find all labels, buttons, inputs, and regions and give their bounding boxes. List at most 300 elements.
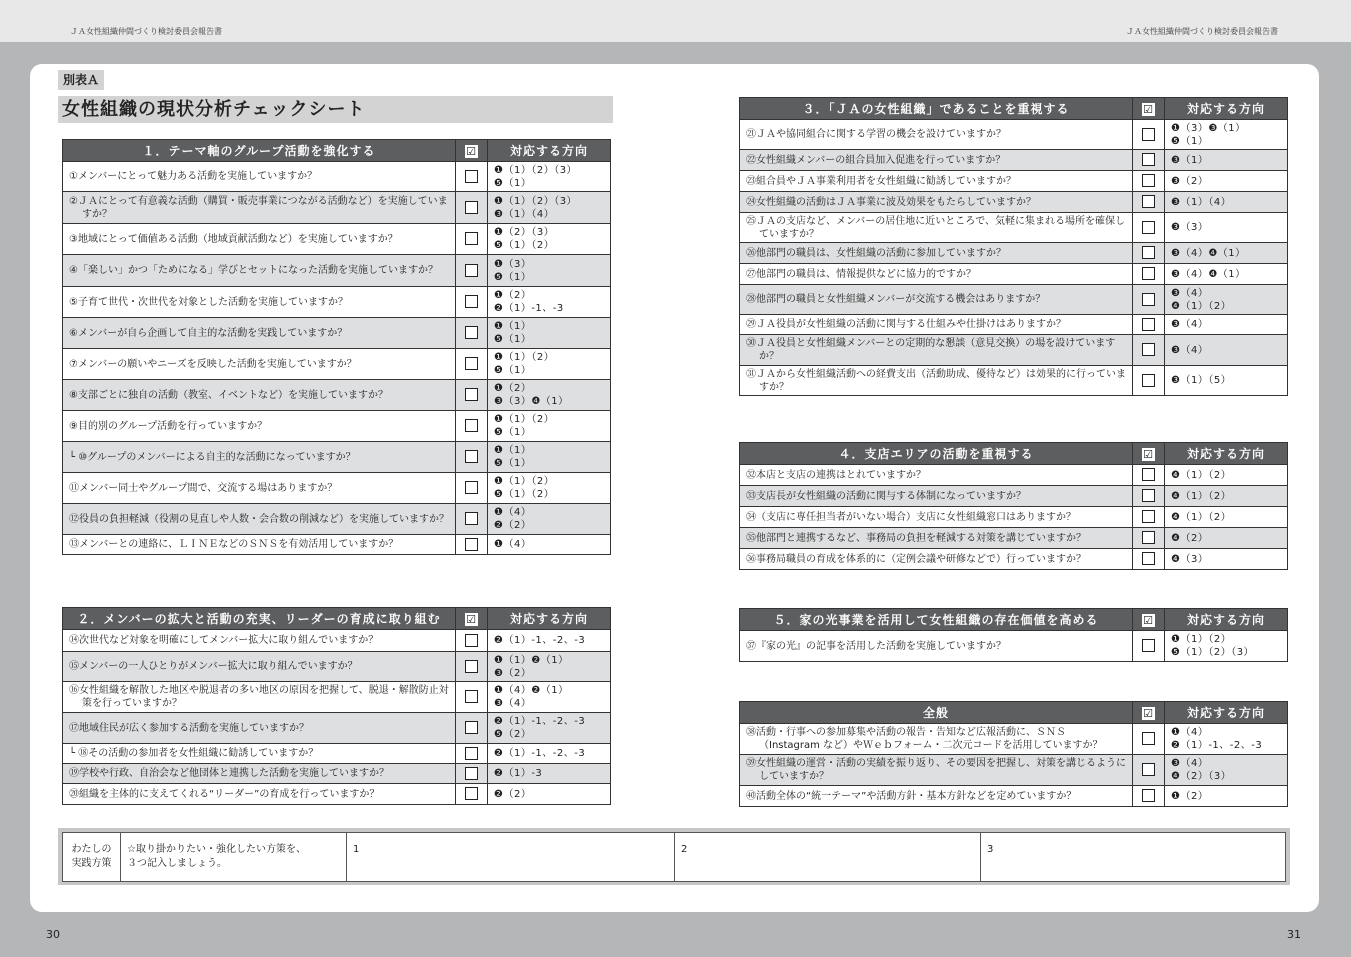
appendix-badge: 別表Ａ	[58, 70, 104, 90]
practice-slot-number: 2	[681, 844, 688, 855]
question-cell	[740, 486, 1133, 507]
direction-cell	[488, 192, 611, 224]
question-text: ⑨目的別のグループ活動を行っていますか？	[69, 420, 268, 432]
direction-line: ❸（3）	[1171, 222, 1209, 233]
check-cell	[1133, 631, 1165, 662]
direction-cell	[488, 380, 611, 411]
check-cell	[1133, 786, 1165, 807]
direction-column-header: 対応する方向	[488, 608, 611, 630]
direction-cell	[488, 764, 611, 784]
direction-line: ❹（2）（3）	[1171, 771, 1232, 782]
checklist-row	[740, 724, 1288, 755]
checklist-row	[63, 287, 611, 318]
section-title: ４．支店エリアの活動を重視する	[740, 443, 1133, 465]
question-cell	[63, 318, 456, 349]
checklist-row	[740, 120, 1288, 150]
direction-line: ❺（1）	[494, 177, 532, 189]
checkbox[interactable]	[465, 690, 478, 703]
direction-line: ❸（1）（4）	[1171, 196, 1232, 208]
check-cell	[1133, 213, 1165, 243]
checklist-section-3	[739, 97, 1288, 396]
direction-column-header: 対応する方向	[488, 140, 611, 162]
direction-cell	[1165, 786, 1288, 807]
section-title: ３．「ＪＡの女性組織」であることを重視する	[740, 98, 1133, 120]
direction-line: ❺（1）（2）	[494, 240, 555, 251]
direction-cell	[488, 682, 611, 713]
direction-line: ❷（1）-1、-2、-3	[494, 716, 586, 727]
check-cell	[456, 349, 488, 380]
direction-cell	[1165, 120, 1288, 150]
question-cell	[63, 224, 456, 255]
direction-line: ❶（4）	[494, 507, 532, 518]
question-text: ⑯女性組織を解散した地区や脱退者の多い地区の原因を把握して、脱退・解散防止対策を行っていますか？	[69, 685, 449, 709]
question-cell	[740, 366, 1133, 396]
direction-column-header: 対応する方向	[1165, 443, 1288, 465]
question-text: ㉜本店と支店の連携はとれていますか？	[746, 469, 926, 481]
checklist-row	[63, 349, 611, 380]
practice-label: わたしの 実践方策	[63, 833, 121, 882]
direction-line: ❸（2）	[1171, 175, 1209, 187]
direction-cell	[1165, 528, 1288, 549]
question-text: ㉚ＪＡ役員と女性組織メンバーとの定期的な懇談（意見交換）の場を設けていますか？	[746, 338, 1116, 362]
question-cell	[740, 631, 1133, 662]
check-cell	[456, 713, 488, 744]
check-column-header	[1133, 98, 1165, 120]
question-text: ㉘他部門の職員と女性組織メンバーが交流する機会はありますか？	[746, 294, 1046, 305]
question-cell	[63, 630, 456, 652]
checkbox-checked-icon: ☑	[1143, 706, 1154, 720]
checklist-row	[63, 224, 611, 255]
question-cell	[740, 243, 1133, 264]
practice-slot-1[interactable]	[347, 833, 675, 882]
checkbox-checked-icon: ☑	[1143, 613, 1154, 627]
checklist-row	[63, 318, 611, 349]
check-cell	[456, 162, 488, 192]
question-text: ⑳組織を主体的に支えてくれる“リーダー”の育成を行っていますか？	[69, 788, 380, 800]
direction-cell	[488, 652, 611, 682]
check-cell	[1133, 335, 1165, 366]
question-text: ㉑ＪＡや協同組合に関する学習の機会を設けていますか？	[746, 129, 1006, 140]
direction-line: ❺（1）	[494, 427, 532, 438]
check-cell	[1133, 243, 1165, 264]
check-cell	[456, 630, 488, 652]
direction-cell	[1165, 150, 1288, 171]
direction-cell	[1165, 171, 1288, 192]
direction-line: ❺（1）	[494, 365, 532, 376]
question-text: └ ⑱その活動の参加者を女性組織に勧誘していますか？	[69, 748, 319, 759]
direction-line: ❶（4）	[494, 539, 532, 550]
checklist-row	[63, 764, 611, 784]
direction-line: ❶（1）（2）	[494, 476, 555, 487]
question-cell	[63, 380, 456, 411]
checklist-row	[740, 786, 1288, 807]
checkbox[interactable]	[465, 450, 478, 463]
direction-line: ❹（1）（2）	[1171, 469, 1232, 481]
checkbox-checked-icon: ☑	[466, 612, 477, 626]
section-title: 全般	[740, 702, 1133, 724]
checkbox[interactable]	[465, 660, 478, 673]
question-text: ⑰地域住民が広く参加する活動を実施していますか？	[69, 722, 309, 734]
question-text: ㉛ＪＡから女性組織活動への経費支出（活動助成、優待など）は効果的に行っていますか？	[746, 368, 1126, 393]
check-cell	[456, 744, 488, 764]
direction-cell	[1165, 315, 1288, 335]
checklist-row	[740, 755, 1288, 786]
direction-cell	[1165, 631, 1288, 662]
direction-cell	[488, 535, 611, 555]
checkbox[interactable]	[465, 326, 478, 339]
direction-line: ❹（1）（2）	[1171, 300, 1232, 312]
check-cell	[456, 380, 488, 411]
question-text: ㊲『家の光』の記事を活用した活動を実施していますか？	[746, 640, 1006, 652]
question-cell	[740, 507, 1133, 528]
checklist-row	[740, 264, 1288, 285]
question-cell	[740, 786, 1133, 807]
question-text: ⑮メンバーの一人ひとりがメンバー拡大に取り組んでいますか？	[69, 661, 358, 672]
checkbox[interactable]	[1142, 789, 1155, 802]
checklist-section-6	[739, 701, 1288, 807]
direction-line: ❺（1）（2）	[494, 489, 555, 500]
direction-cell	[488, 162, 611, 192]
check-cell	[1133, 315, 1165, 335]
checkbox[interactable]	[465, 721, 478, 734]
checklist-row	[63, 255, 611, 287]
checkbox[interactable]	[1142, 128, 1155, 141]
direction-line: ❺（1）	[1171, 135, 1209, 147]
question-cell	[63, 744, 456, 764]
check-cell	[1133, 724, 1165, 755]
question-cell	[740, 285, 1133, 315]
question-text: ⑦メンバーの願いやニーズを反映した活動を実施していますか？	[69, 358, 357, 370]
practice-instruction: ☆取り掛かりたい・強化したい方策を、 ３つ記入しましょう。	[121, 833, 347, 882]
question-cell	[63, 287, 456, 318]
question-text: ㉟他部門と連携するなど、事務局の負担を軽減する対策を講じていますか？	[746, 532, 1086, 544]
direction-cell	[1165, 264, 1288, 285]
direction-cell	[1165, 335, 1288, 366]
question-cell	[740, 213, 1133, 243]
checkbox[interactable]	[465, 419, 478, 432]
checklist-row	[740, 243, 1288, 264]
check-cell	[1133, 755, 1165, 786]
question-cell	[63, 504, 456, 535]
checklist-row	[740, 486, 1288, 507]
checkbox[interactable]	[465, 787, 478, 800]
practice-slot-3[interactable]	[981, 833, 1286, 882]
page-number-left: 30	[46, 928, 60, 941]
question-cell	[740, 315, 1133, 335]
question-cell	[63, 764, 456, 784]
check-column-header	[456, 608, 488, 630]
checklist-row	[740, 213, 1288, 243]
checklist-row	[63, 784, 611, 805]
checklist-section-2	[62, 607, 611, 805]
direction-line: ❹（3）	[1171, 553, 1209, 565]
question-cell	[63, 411, 456, 442]
direction-line: ❶（1）（2）	[1171, 634, 1232, 645]
check-cell	[456, 682, 488, 713]
checkbox[interactable]	[465, 767, 478, 780]
direction-line: ❶（2）	[1171, 790, 1209, 802]
direction-line: ❶（1）（2）	[494, 352, 555, 363]
checkbox[interactable]	[465, 512, 478, 525]
question-text: ㉝支店長が女性組織の活動に関与する体制になっていますか？	[746, 490, 1026, 502]
checklist-row	[740, 528, 1288, 549]
question-text: ㉔女性組織の活動はＪＡ事業に波及効果をもたらしていますか？	[746, 196, 1036, 208]
direction-line: ❸（1）（4）	[494, 208, 555, 220]
checkbox[interactable]	[1142, 153, 1155, 166]
checkbox[interactable]	[465, 357, 478, 370]
question-text: ⑫役員の負担軽減（役割の見直しや人数・会合数の削減など）を実施していますか？	[69, 513, 449, 525]
checkbox-checked-icon: ☑	[466, 144, 477, 158]
direction-cell	[488, 255, 611, 287]
direction-line: ❶（1）（2）（3）	[494, 195, 578, 207]
checkbox[interactable]	[1142, 343, 1155, 356]
question-cell	[740, 120, 1133, 150]
question-cell	[63, 652, 456, 682]
direction-column-header: 対応する方向	[1165, 609, 1288, 631]
direction-line: ❶（2）	[494, 290, 532, 301]
direction-line: ❷（1）-1、-3	[494, 303, 564, 314]
check-cell	[1133, 507, 1165, 528]
checklist-row	[740, 315, 1288, 335]
direction-cell	[488, 630, 611, 652]
direction-cell	[488, 442, 611, 473]
checkbox[interactable]	[1142, 639, 1155, 652]
direction-cell	[1165, 366, 1288, 396]
question-cell	[740, 192, 1133, 213]
checklist-row	[63, 535, 611, 555]
checkbox[interactable]	[1142, 552, 1155, 565]
checkbox[interactable]	[465, 264, 478, 277]
question-cell	[63, 255, 456, 287]
direction-cell	[1165, 755, 1288, 786]
direction-column-header: 対応する方向	[1165, 702, 1288, 724]
question-cell	[63, 442, 456, 473]
checklist-row	[740, 171, 1288, 192]
direction-line: ❸（4）	[1171, 287, 1209, 299]
checkbox[interactable]	[465, 170, 478, 183]
check-cell	[456, 224, 488, 255]
checkbox[interactable]	[465, 388, 478, 401]
question-text: ㊱事務局職員の育成を体系的に（定例会議や研修などで）行っていますか？	[746, 553, 1086, 565]
checkbox[interactable]	[465, 295, 478, 308]
question-cell	[740, 724, 1133, 755]
direction-line: ❶（4）	[1171, 727, 1209, 738]
question-cell	[740, 549, 1133, 570]
direction-line: ❸（4）❹（1）	[1171, 247, 1246, 259]
running-header	[0, 0, 1351, 42]
checklist-row	[740, 335, 1288, 366]
practice-slot-number: 3	[987, 844, 994, 855]
direction-line: ❸（1）（5）	[1171, 375, 1232, 386]
direction-line: ❺（1）	[494, 458, 532, 469]
direction-cell	[1165, 486, 1288, 507]
checkbox[interactable]	[1142, 267, 1155, 280]
question-text: ㉒女性組織メンバーの組合員加入促進を行っていますか？	[746, 154, 1006, 166]
checkbox[interactable]	[1142, 531, 1155, 544]
checkbox[interactable]	[1142, 489, 1155, 502]
direction-line: ❺（1）（2）（3）	[1171, 647, 1255, 658]
question-text: ⑧支部ごとに独自の活動（教室、イベントなど）を実施していますか？	[69, 389, 388, 401]
check-cell	[1133, 192, 1165, 213]
direction-line: ❹（1）（2）	[1171, 490, 1232, 502]
direction-line: ❶（1）	[494, 321, 532, 332]
question-text: ⑪メンバー同士やグループ間で、交流する場はありますか？	[69, 482, 338, 494]
check-cell	[456, 764, 488, 784]
direction-cell	[1165, 549, 1288, 570]
direction-cell	[488, 224, 611, 255]
question-cell	[63, 784, 456, 805]
checkbox[interactable]	[1142, 221, 1155, 234]
checklist-row	[740, 507, 1288, 528]
checkbox[interactable]	[1142, 174, 1155, 187]
check-cell	[456, 535, 488, 555]
checklist-row	[63, 652, 611, 682]
check-cell	[1133, 366, 1165, 396]
question-text: ㊳活動・行事への参加募集や活動の報告・告知など広報活動に、ＳＮＳ（Instagram など）やＷｅｂフォーム・二次元コードを活用していますか？	[746, 727, 1103, 751]
direction-line: ❸（1）	[1171, 154, 1209, 166]
check-cell	[1133, 285, 1165, 315]
question-cell	[740, 171, 1133, 192]
check-cell	[456, 255, 488, 287]
checklist-row	[63, 442, 611, 473]
check-cell	[1133, 528, 1165, 549]
question-cell	[63, 713, 456, 744]
check-cell	[456, 442, 488, 473]
question-cell	[740, 528, 1133, 549]
direction-column-header: 対応する方向	[1165, 98, 1288, 120]
checklist-row	[740, 631, 1288, 662]
checkbox[interactable]	[1142, 763, 1155, 776]
checkbox[interactable]	[1142, 732, 1155, 745]
direction-line: ❶（2）	[494, 383, 532, 394]
question-cell	[63, 192, 456, 224]
question-text: ㉞（支店に専任担当者がいない場合）支店に女性組織窓口はありますか？	[746, 511, 1076, 523]
checklist-row	[740, 549, 1288, 570]
checkbox[interactable]	[1142, 293, 1155, 306]
direction-line: ❶（3）	[494, 258, 532, 270]
direction-line: ❶（1）（2）（3）	[494, 164, 578, 176]
question-cell	[63, 473, 456, 504]
check-cell	[456, 784, 488, 805]
question-text: ㉕ＪＡの支店など、メンバーの居住地に近いところで、気軽に集まれる場所を確保していますか？	[746, 215, 1125, 240]
checklist-row	[63, 682, 611, 713]
checkbox-checked-icon: ☑	[1143, 102, 1154, 116]
direction-cell	[1165, 285, 1288, 315]
direction-cell	[1165, 507, 1288, 528]
check-column-header	[456, 140, 488, 162]
direction-line: ❺（2）	[494, 729, 532, 740]
checkbox[interactable]	[1142, 374, 1155, 387]
checkbox[interactable]	[465, 634, 478, 647]
direction-line: ❶（1）（2）	[494, 414, 555, 425]
checklist-row	[740, 285, 1288, 315]
section-title: ２．メンバーの拡大と活動の充実、リーダーの育成に取り組む	[63, 608, 456, 630]
direction-cell	[1165, 243, 1288, 264]
check-cell	[1133, 486, 1165, 507]
question-cell	[63, 535, 456, 555]
checklist-section-5	[739, 608, 1288, 662]
direction-line: ❶（3）❸（1）	[1171, 122, 1246, 134]
checkbox[interactable]	[1142, 318, 1155, 331]
question-cell	[740, 755, 1133, 786]
checklist-row	[740, 192, 1288, 213]
check-cell	[456, 504, 488, 535]
question-cell	[63, 682, 456, 713]
checklist-row	[63, 192, 611, 224]
checkbox[interactable]	[465, 538, 478, 551]
practice-slot-2[interactable]	[675, 833, 981, 882]
direction-cell	[488, 713, 611, 744]
checkbox[interactable]	[465, 201, 478, 214]
direction-line: ❹（1）（2）	[1171, 511, 1232, 523]
question-cell	[740, 150, 1133, 171]
direction-line: ❷（2）	[494, 788, 532, 800]
direction-line: ❶（1）	[494, 445, 532, 456]
direction-cell	[488, 473, 611, 504]
question-text: ⑭次世代など対象を明確にしてメンバー拡大に取り組んでいますか？	[69, 635, 379, 646]
question-text: └ ⑩グループのメンバーによる自主的な活動になっていますか？	[69, 451, 356, 463]
direction-line: ❺（1）	[494, 271, 532, 283]
running-header-left: ＪＡ女性組織仲間づくり検討委員会報告書	[70, 27, 222, 36]
checkbox[interactable]	[465, 232, 478, 245]
checklist-row	[63, 713, 611, 744]
checkbox-checked-icon: ☑	[1143, 447, 1154, 461]
checkbox[interactable]	[1142, 195, 1155, 208]
checklist-row	[63, 162, 611, 192]
page-title: 女性組織の現状分析チェックシート	[58, 96, 613, 123]
check-cell	[1133, 150, 1165, 171]
checklist-row	[740, 150, 1288, 171]
check-cell	[456, 192, 488, 224]
checkbox[interactable]	[1142, 468, 1155, 481]
checkbox[interactable]	[1142, 510, 1155, 523]
direction-line: ❷（1）-1、-2、-3	[494, 635, 586, 646]
direction-cell	[488, 744, 611, 764]
check-column-header	[1133, 609, 1165, 631]
direction-cell	[1165, 213, 1288, 243]
checklist-row	[63, 411, 611, 442]
check-cell	[1133, 264, 1165, 285]
practice-slot-number: 1	[353, 844, 360, 855]
checklist-row	[63, 380, 611, 411]
direction-cell	[488, 784, 611, 805]
question-text: ㉖他部門の職員は、女性組織の活動に参加していますか？	[746, 247, 1006, 259]
checklist-row	[63, 744, 611, 764]
direction-line: ❸（3）❹（1）	[494, 396, 569, 407]
running-header-right: ＪＡ女性組織仲間づくり検討委員会報告書	[1126, 27, 1278, 36]
check-cell	[456, 318, 488, 349]
question-text: ④「楽しい」かつ「ためになる」学びとセットになった活動を実施していますか？	[69, 265, 438, 276]
question-text: ㉙ＪＡ役員が女性組織の活動に関与する仕組みや仕掛けはありますか？	[746, 319, 1066, 330]
checkbox[interactable]	[1142, 246, 1155, 259]
direction-line: ❷（2）	[494, 520, 532, 531]
checklist-row	[740, 366, 1288, 396]
checkbox[interactable]	[465, 747, 478, 760]
direction-line: ❸（4）❹（1）	[1171, 268, 1246, 280]
check-cell	[456, 411, 488, 442]
direction-line: ❷（1）-1、-2、-3	[1171, 740, 1263, 751]
question-text: ㊵活動全体の“統一テーマ”や活動方針・基本方針などを定めていますか？	[746, 790, 1077, 802]
question-text: ㊴女性組織の運営・活動の実績を振り返り、その要因を把握し、対策を講じるようにしていますか？	[746, 758, 1126, 782]
direction-cell	[488, 349, 611, 380]
direction-line: ❸（4）	[1171, 758, 1209, 769]
checkbox[interactable]	[465, 481, 478, 494]
check-cell	[1133, 549, 1165, 570]
direction-line: ❸（4）	[494, 698, 532, 709]
check-cell	[1133, 120, 1165, 150]
question-cell	[740, 335, 1133, 366]
question-cell	[740, 264, 1133, 285]
